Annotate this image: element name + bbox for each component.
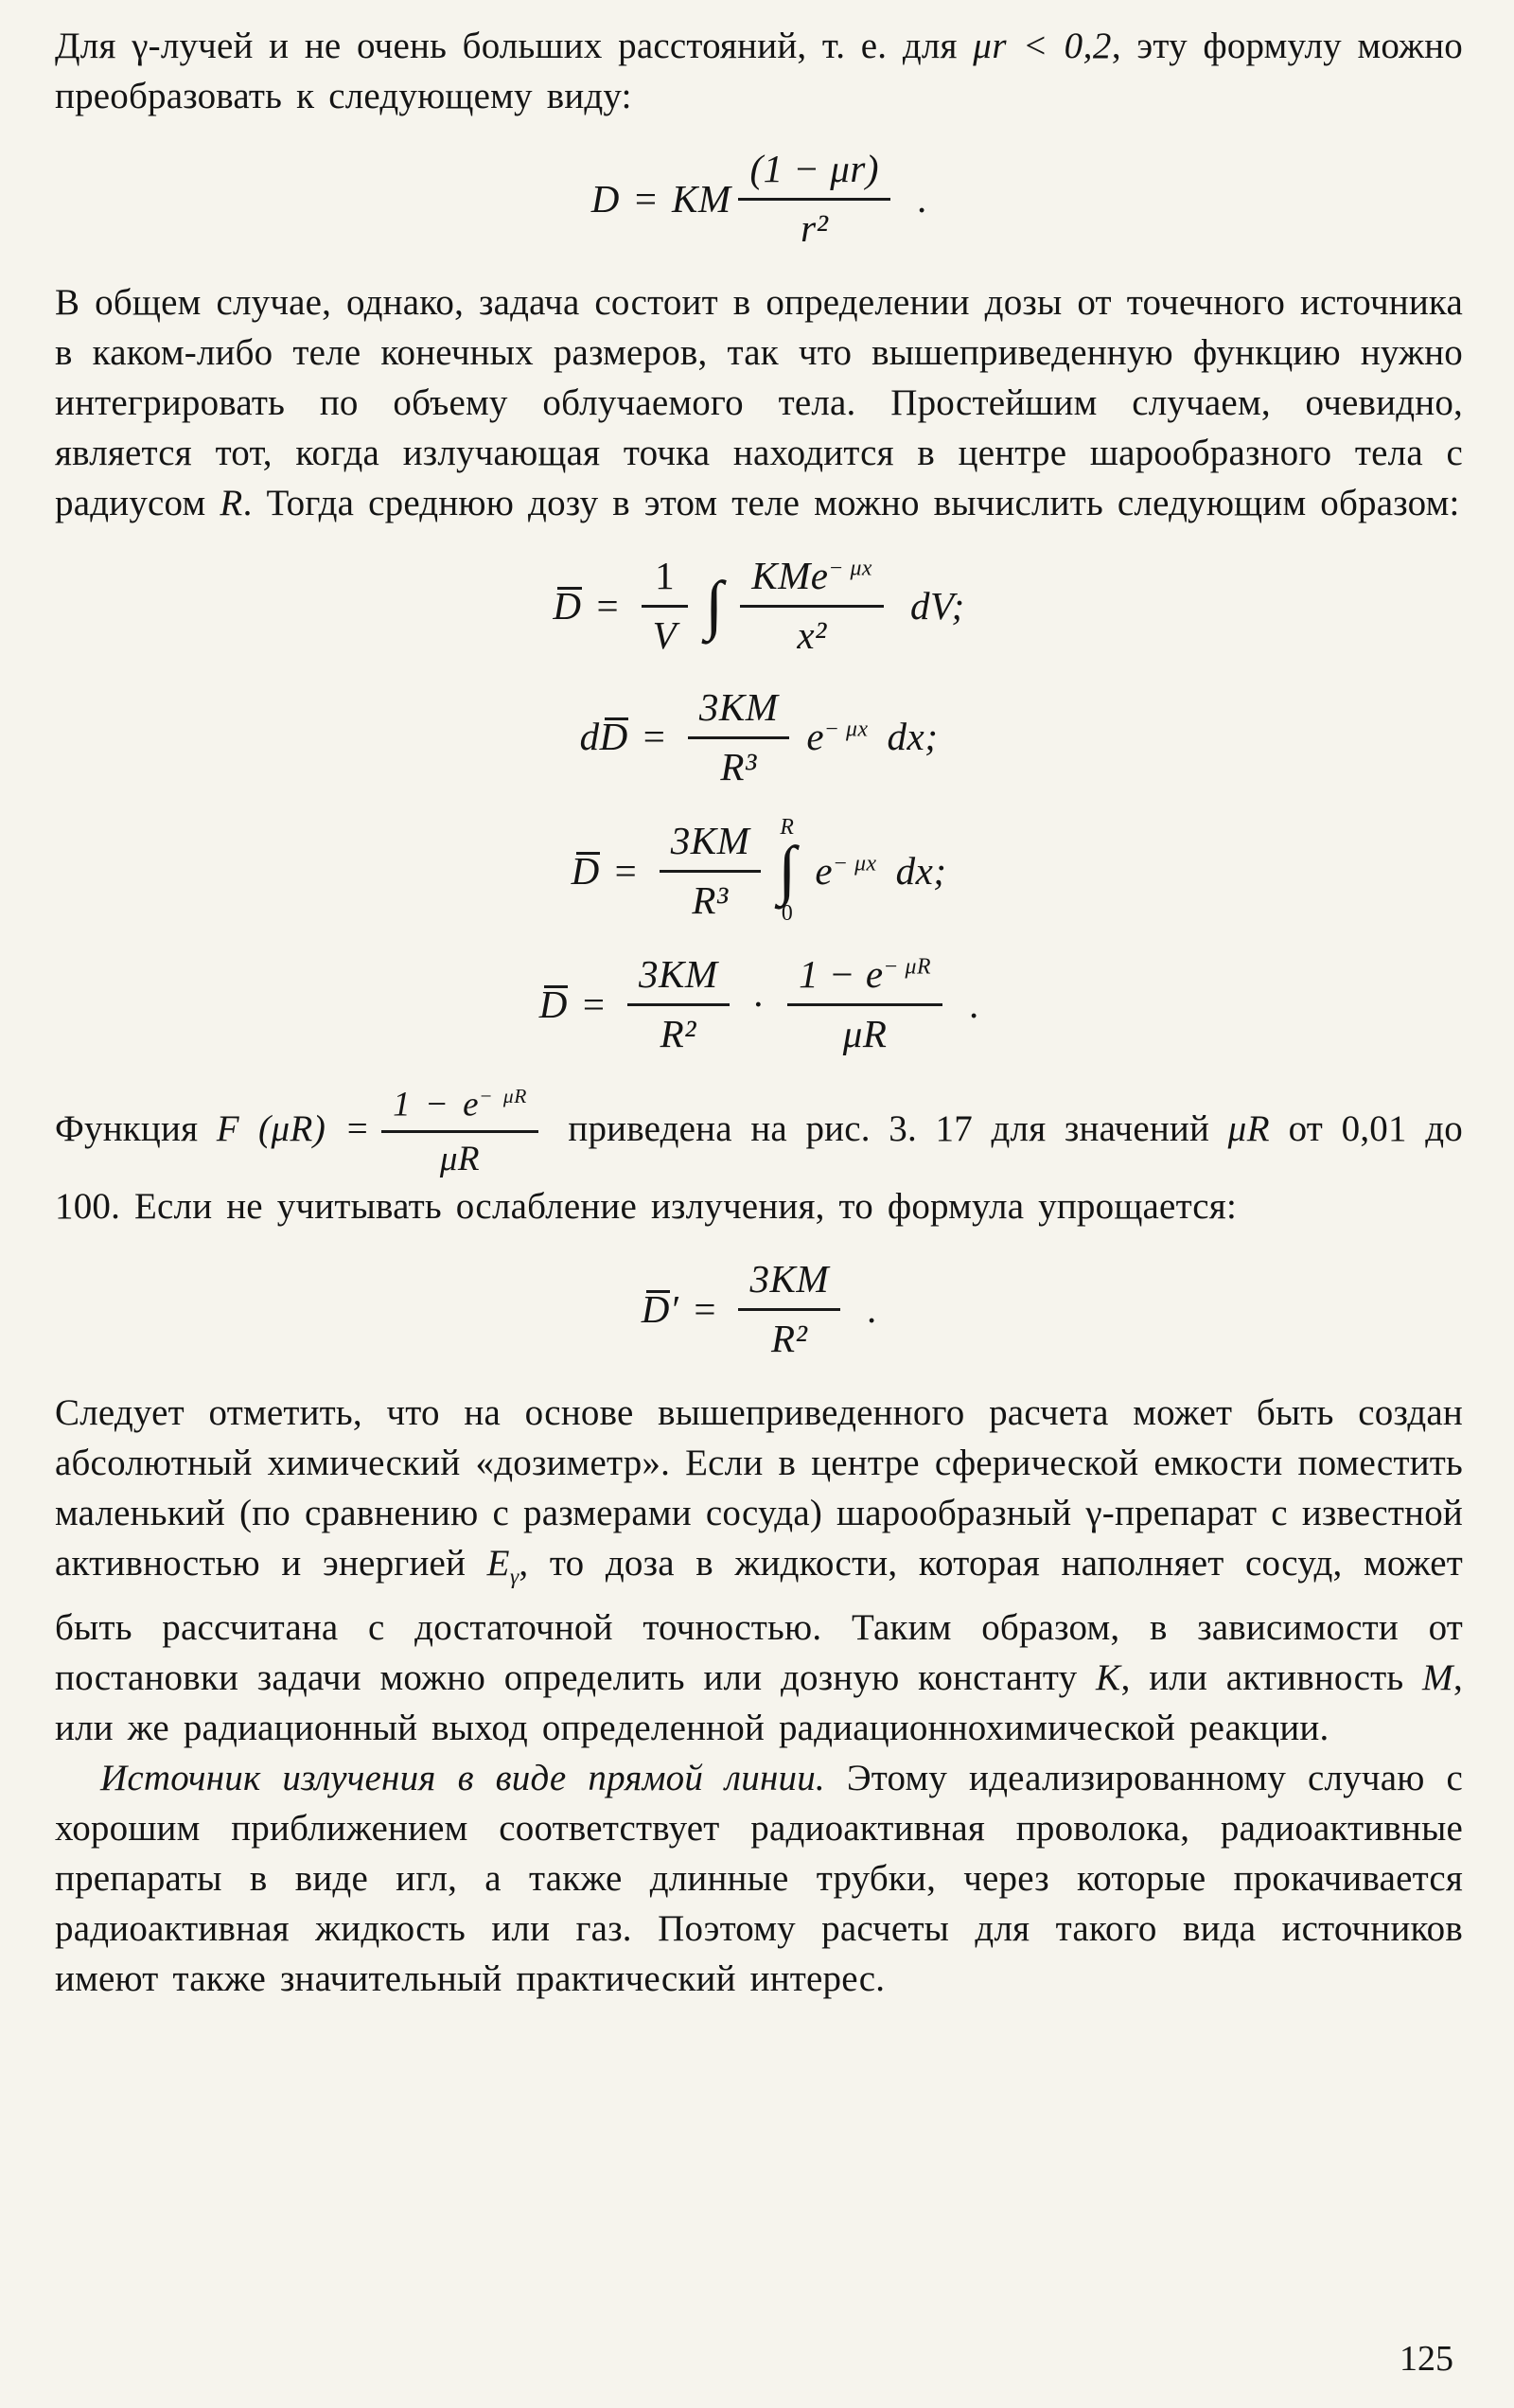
fraction-numerator: 3KM (660, 818, 762, 873)
exponential-term (806, 716, 868, 758)
inline-math-R: R (220, 482, 243, 523)
inline-math-muR: μR (1227, 1107, 1271, 1149)
integral-sign: ∫ (778, 833, 797, 907)
fraction-numerator: 3KM (688, 684, 790, 739)
formula-punctuation: . (866, 1286, 877, 1331)
fraction (642, 553, 689, 660)
fraction (660, 818, 762, 925)
fraction (627, 951, 730, 1058)
exponent-text: − μx (833, 850, 877, 876)
inline-math-K: K (1096, 1656, 1121, 1698)
math-one-minus-e: 1 − e (799, 951, 884, 996)
text-run: Этому идеализированному случаю с хорошим приближением соответствует радиоактивная проволока, радиоактивные препараты в виде игл, а также длинные трубки, через которые прокачивается радиоактивная жидкость или газ. Поэтому расчеты для такого вида источников имеют также значительный практический интерес. (55, 1757, 1464, 1999)
math-KMe: KMe (751, 553, 829, 597)
inline-math-mu-r: μr < 0,2 (973, 26, 1112, 66)
text-run: , то доза в жидкости, которая наполняет сосуд, может быть рассчитана с достаточной точностью. Таким образом, в зависимости от постановки задачи можно определить или дозную константу (55, 1542, 1463, 1698)
math-e: e (806, 715, 825, 759)
exponent-text: − μx (824, 717, 869, 742)
fraction (738, 1256, 840, 1363)
differential-dx: dx; (895, 848, 947, 893)
fraction-denominator: R³ (720, 744, 757, 788)
fraction (740, 553, 884, 660)
formula-dose-linear-approx (55, 146, 1463, 253)
text-run: . Тогда среднюю дозу в этом теле можно вычислить следующим образом: (242, 482, 1460, 523)
page-number: 125 (1400, 2339, 1453, 2379)
formula-avg-dose-closed-form (55, 951, 1463, 1058)
exponent (884, 954, 931, 979)
exponent (824, 717, 868, 742)
inline-fraction (381, 1083, 538, 1181)
formula-avg-dose-volume-integral (55, 553, 1463, 660)
fraction-denominator: R³ (692, 877, 729, 922)
text-run: Для γ-лучей и не очень больших расстояний, т. е. для (55, 26, 974, 66)
text-run: , эту формулу можно преобразовать к следующему виду: (55, 26, 1463, 116)
text-run: , или же радиационный выход определенной радиационнохимической реакции. (55, 1656, 1463, 1748)
exponent-text: − μR (883, 954, 931, 980)
subscript-gamma (510, 1565, 519, 1589)
integral-sign: ∫ (705, 568, 724, 642)
text-run: Следует отметить, что на основе вышеприведенного расчета может быть создан абсолютный химический «дозиметр». Если в центре сферической емкости поместить маленький (по сравнению с размерами сосуда) шарообразный γ-препарат с известной активностью и энергией (55, 1391, 1463, 1584)
equals-sign: = (634, 176, 657, 221)
formula-simplified-dose (55, 1256, 1463, 1363)
fraction-numerator (787, 951, 942, 1006)
math-lhs-D: D (590, 176, 620, 221)
equals-sign: = (694, 1286, 716, 1331)
inline-math-E: E (486, 1542, 510, 1584)
inline-math-M: M (1422, 1656, 1454, 1698)
paragraph-line-source (55, 1753, 1463, 2004)
equals-sign: = (596, 583, 619, 628)
inline-math-F-muR: F (μR) = (216, 1107, 371, 1149)
formula-punctuation: . (917, 176, 927, 221)
integral-upper-limit: R (780, 815, 795, 841)
italic-lead-in: Источник излучения в виде прямой линии. (100, 1757, 825, 1798)
math-lhs-D-bar: D (538, 982, 568, 1026)
multiplication-dot: · (751, 982, 766, 1026)
math-lhs-dD-bar (580, 716, 628, 758)
exponent-text: − μR (479, 1084, 527, 1107)
formula-punctuation: . (968, 982, 979, 1026)
integral-with-limits (778, 815, 796, 926)
formula-avg-dose-radial-integral (55, 815, 1463, 926)
math-e: e (815, 848, 834, 893)
fraction-numerator: (1 − μr) (738, 146, 890, 201)
exponential-term (815, 850, 876, 893)
differential-dV: dV; (909, 583, 965, 628)
differential-dx: dx; (887, 715, 939, 759)
fraction-denominator: R² (660, 1011, 696, 1055)
fraction-denominator: r² (801, 205, 829, 250)
paragraph-point-source-sphere (55, 277, 1463, 528)
exponent (833, 851, 876, 876)
equals-sign: = (643, 715, 665, 759)
equals-sign: = (614, 848, 637, 893)
fraction-denominator: V (652, 612, 678, 657)
math-one-minus-e: 1 − e (393, 1085, 480, 1124)
fraction-denominator: μR (842, 1011, 888, 1055)
math-lhs-D-bar: D (553, 583, 582, 628)
subscript-text: γ (510, 1564, 519, 1589)
paragraph-function-F-muR (55, 1083, 1463, 1231)
fraction (787, 951, 942, 1058)
exponent (479, 1085, 527, 1107)
text-run: , или активность (1120, 1656, 1423, 1698)
math-lhs-D-bar: D (571, 848, 600, 893)
fraction-numerator: 3KM (738, 1256, 840, 1311)
prime-mark: ′ (669, 1286, 679, 1331)
math-D-bar: D (599, 715, 628, 759)
text-run: приведена на рис. 3. 17 для значений (549, 1107, 1228, 1149)
fraction (688, 684, 790, 791)
paragraph-gamma-approximation (55, 21, 1463, 121)
exponent (828, 556, 871, 580)
fraction (738, 146, 890, 253)
exponent-text: − μx (828, 556, 872, 581)
math-KM: KM (671, 176, 731, 221)
fraction-numerator: 1 (642, 553, 689, 608)
formula-dose-differential (55, 684, 1463, 791)
fraction-denominator: x² (797, 612, 827, 657)
paragraph-chemical-dosimeter (55, 1388, 1463, 1753)
math-lhs-D-bar-prime (642, 1288, 679, 1331)
fraction-denominator: μR (439, 1140, 481, 1179)
equals-sign: = (582, 982, 605, 1026)
math-d: d (579, 715, 600, 759)
text-run: от 0,01 до 100. Если не учитывать ослабление излучения, то формула упрощается: (55, 1107, 1463, 1227)
fraction-numerator (740, 553, 884, 608)
fraction-numerator: 3KM (627, 951, 730, 1006)
integral-lower-limit: 0 (781, 900, 793, 926)
fraction-numerator (381, 1083, 538, 1134)
fraction-denominator: R² (771, 1316, 808, 1360)
text-run: Функция (55, 1107, 217, 1149)
math-D-bar: D (641, 1286, 670, 1331)
text-run: В общем случае, однако, задача состоит в определении дозы от точечного источника в каком-либо теле конечных размеров, так что вышеприведенную функцию нужно интегрировать по объему облучаемого тела. Простейшим случаем, очевидно, является тот, когда излучающая точка находится в центре шарообразного тела с радиусом (55, 281, 1463, 523)
